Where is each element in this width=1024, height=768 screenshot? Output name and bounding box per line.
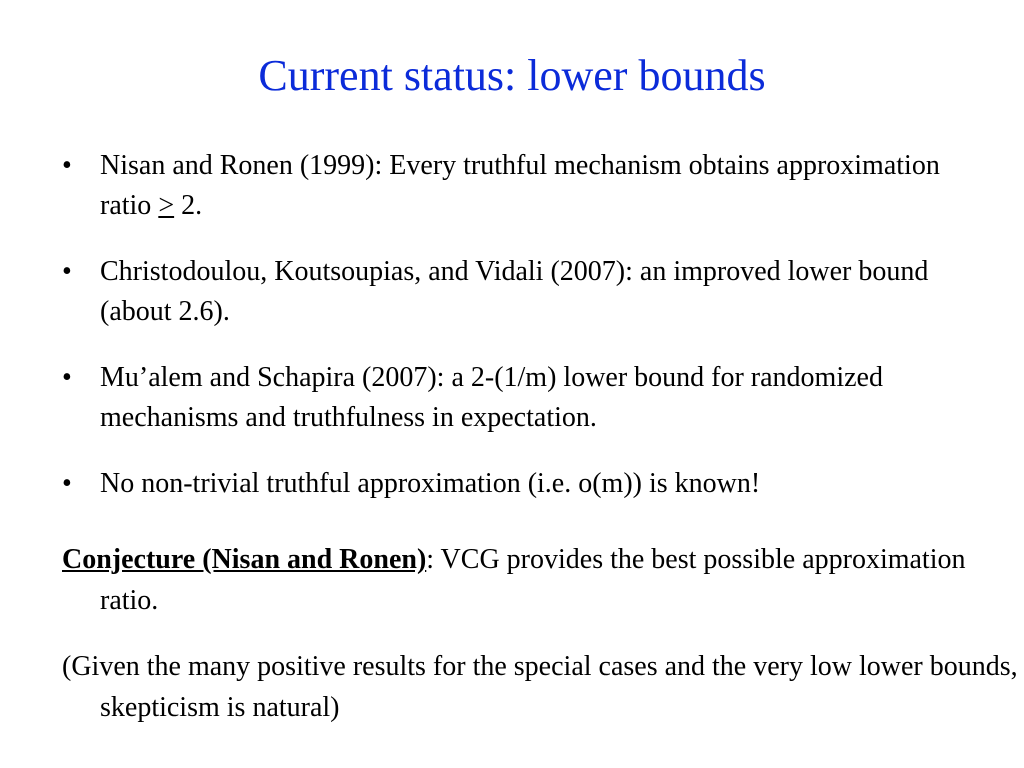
bullet-text: No non-trivial truthful approximation (i.e. o(m)) is known!: [100, 468, 761, 499]
bullet-text: Christodoulou, Koutsoupias, and Vidali (2007): an improved lower bound (about 2.6).: [100, 256, 929, 327]
bullet-text-end: 2.: [174, 190, 203, 221]
bullet-text: Mu’alem and Schapira (2007): a 2-(1/m) lower bound for randomized mechanisms and truthfulness in expectation.: [100, 362, 883, 433]
slide-title: Current status: lower bounds: [258, 51, 766, 100]
bullet-dot-icon: •: [62, 468, 72, 499]
bullet-item: [62, 146, 982, 226]
skepticism-note: (Given the many positive results for the special cases and the very low lower bounds, skepticism is natural): [62, 651, 1018, 723]
bullet-item: [62, 252, 982, 332]
bullet-dot-icon: •: [62, 150, 72, 181]
ge-symbol: >: [158, 190, 175, 221]
bullet-list: [62, 146, 982, 530]
bullet-dot-icon: •: [62, 362, 72, 393]
bullet-item: [62, 464, 982, 504]
bullet-item: [62, 358, 982, 438]
conjecture-text: : VCG provides the best possible approximation ratio.: [100, 544, 966, 616]
conjecture-label: Conjecture (Nisan and Ronen): [62, 544, 427, 575]
conjecture-paragraph: [62, 539, 1020, 621]
bullet-dot-icon: •: [62, 256, 72, 287]
bullet-text: Nisan and Ronen (1999): Every truthful mechanism obtains approximation ratio: [100, 150, 940, 221]
